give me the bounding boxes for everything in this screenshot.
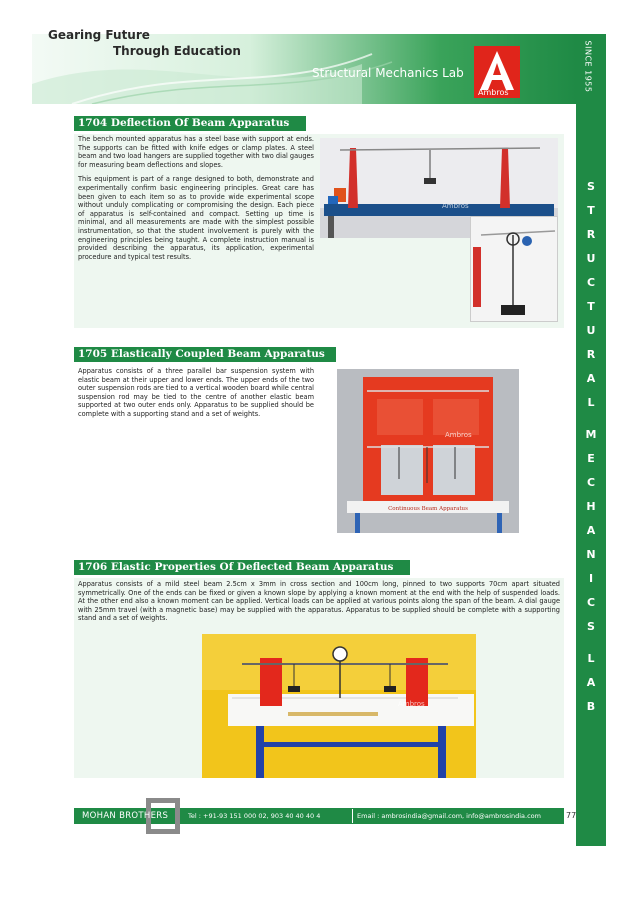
logo-text: Ambros — [478, 88, 509, 97]
sidebar-letter: R — [586, 228, 596, 241]
tagline-line2: Through Education — [113, 44, 241, 58]
section-1705-text — [78, 367, 314, 425]
section-1706-paragraph-1: Apparatus consists of a mild steel beam 2.5cm x 3mm in cross section and 100cm long, pinned to two supports 70cm apart situated symmetrically. One of the ends can be fixed or given a known slope by applying a known moment at the end with the help of suspended loads. At the other end also a known moment can be applied. Vertical loads can be applied at various points along the span of the beam. A dial gauge with 25mm travel (with a magnetic base) may be supplied with the apparatus. Apparatus to be supplied should be complete with a supporting stand and a set of weights. — [78, 580, 560, 623]
sidebar-letter: L — [587, 396, 595, 409]
section-1704-text — [78, 135, 314, 267]
photo-watermark-3: Ambros — [398, 700, 425, 708]
section-1704-paragraph-1: The bench mounted apparatus has a steel base with support at ends. The supports can be fitted with knife edges or clamp plates. A steel beam and two load hangers are supplied together with two dial gauges for measuring beam deflections and slopes. — [78, 135, 314, 169]
deflected-beam-photo — [202, 634, 476, 778]
sidebar-letter: C — [586, 476, 596, 489]
sidebar-letter: A — [586, 676, 596, 689]
tagline-line1: Gearing Future — [48, 28, 150, 42]
footer-email: Email : ambrosindia@gmail.com, info@ambrosindia.com — [357, 812, 541, 820]
sidebar-letter: B — [586, 700, 596, 713]
photo-watermark-2: Ambros — [445, 431, 472, 439]
sidebar-letter: L — [587, 652, 595, 665]
photo-caption: Continuous Beam Apparatus — [388, 506, 468, 512]
sidebar-letter: H — [586, 500, 596, 513]
section-1706-title: 1706 Elastic Properties Of Deflected Beam Apparatus — [74, 560, 410, 575]
section-1705-paragraph-1: Apparatus consists of a three parallel bar suspension system with elastic beam at their upper and lower ends. The upper ends of the two outer suspension rods are tied to a vertical wooden board while central suspension rod may be tied to the centre of another elastic beam supported at two outer ends only. Apparatus to be supplied should be complete with a supporting stand and a set of weights. — [78, 367, 314, 418]
sidebar-letter: A — [586, 372, 596, 385]
sidebar-letter: T — [587, 300, 595, 313]
page-number: 77 — [566, 811, 577, 820]
sidebar-letter: S — [587, 620, 595, 633]
sidebar-letter: T — [587, 204, 595, 217]
sidebar-letter: R — [586, 348, 596, 361]
sidebar-letter: E — [587, 452, 595, 465]
dial-gauge-inset-photo — [470, 216, 558, 322]
lab-title: Structural Mechanics Lab — [312, 66, 464, 80]
sidebar-letter: C — [586, 596, 596, 609]
section-1706-text — [78, 580, 560, 629]
sidebar-letter: I — [588, 572, 594, 585]
footer-separator — [352, 809, 353, 823]
since-year: SINCE 1955 — [583, 40, 593, 93]
section-1704-title: 1704 Deflection Of Beam Apparatus — [74, 116, 306, 131]
sidebar-letter: S — [587, 180, 595, 193]
sidebar-letter: N — [586, 548, 596, 561]
sidebar-letter: C — [586, 276, 596, 289]
section-1705-title: 1705 Elastically Coupled Beam Apparatus — [74, 347, 336, 362]
sidebar-letter: A — [586, 524, 596, 537]
coupled-beam-photo — [337, 369, 519, 533]
section-1704-paragraph-2: This equipment is part of a range designed to both, demonstrate and experimentally confirm basic engineering principles. Great care has been given to each item so as to provide wide experimental scope without unduly complicating or compromising the design. Each piece of apparatus is self-contained and compact. Setting up time is minimal, and all measurements are made with the simplest possible instrumentation, so that the student involvement is purely with the engineering principles being taught. A complete instruction manual is provided describing the apparatus, its application, experimental procedure and typical test results. — [78, 175, 314, 261]
footer-brand: MOHAN BROTHERS — [82, 811, 169, 821]
sidebar-letter: M — [585, 428, 597, 441]
photo-watermark: Ambros — [442, 202, 469, 210]
sidebar-letter: U — [586, 252, 596, 265]
sidebar-letter: U — [586, 324, 596, 337]
footer-telephone: Tel : +91-93 151 000 02, 903 40 40 40 4 — [188, 812, 321, 820]
